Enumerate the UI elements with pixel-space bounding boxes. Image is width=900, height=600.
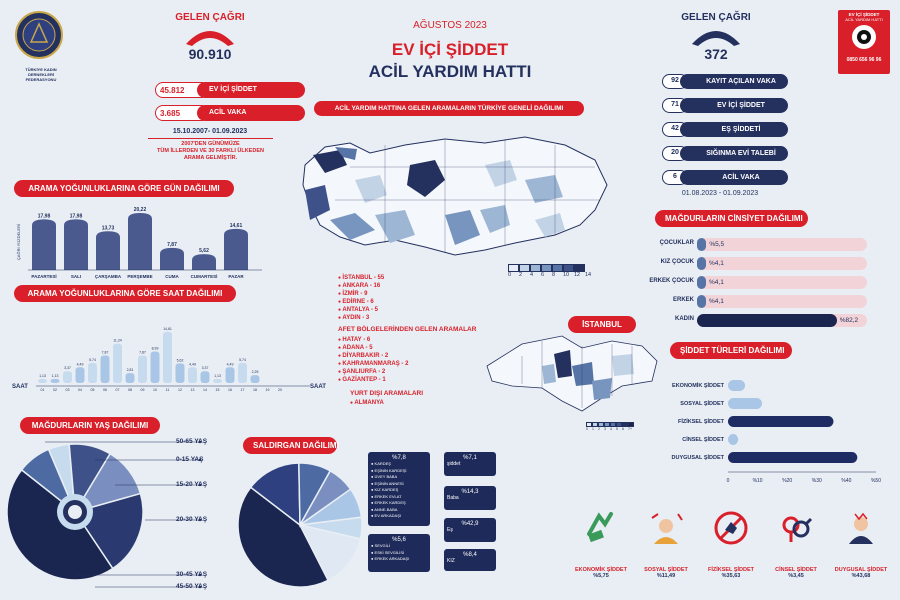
left-row-1: 3.685 ACİL VAKA [155,105,305,121]
page-subtitle: ACİL YARDIM HATTI [368,62,532,81]
abroad-item: ● ALMANYA [350,400,384,406]
map-scale-swatch [574,264,585,272]
gender-label: ERKEK ÇOCUK [649,278,694,284]
gender-value: %4,1 [709,298,724,305]
violence-label: EKONOMİK ŞİDDET [672,383,724,389]
hour-category: 06 [103,388,107,392]
city-item: ● EDİRNE - 6 [338,299,384,305]
violence-icon-item [830,510,892,579]
day-bar-label: 7,87 [167,241,177,248]
violence-icon-value: %43,68 [851,573,871,579]
day-category: ÇARŞAMBA [94,274,122,279]
day-chart-ylabel: ÇAĞRI YÜZDELERİ [16,223,21,261]
map-scale-swatch [552,264,563,272]
abroad-title: YURT DIŞI ARAMALARI [350,390,424,397]
page-title: EV İÇİ ŞİDDET [391,40,509,59]
day-bar-label: 13,73 [101,225,115,232]
age-label: 20-30 YAŞ [176,516,208,523]
hour-category: 17 [240,388,245,392]
hour-category: 15 [215,388,220,392]
hour-bar-label: 8,99 [151,346,159,351]
hour-bar [201,371,210,383]
violence-label: CİNSEL ŞİDDET [682,437,724,443]
violence-tick: 0 [726,478,730,484]
hour-bar-label: 3,37 [64,366,71,371]
agg-item: ● ERKEK ARKADAŞI [371,556,410,561]
hour-category: 19 [265,388,270,392]
gender-label: ÇOCUKLAR [659,240,694,246]
hour-bar [113,344,122,383]
violence-icon-item [765,510,827,579]
hour-chart [10,315,330,400]
age-label: 30-45 YAŞ [176,571,208,578]
disaster-item: ● KAHRAMANMARAŞ - 2 [338,361,408,367]
federation-logo [14,10,70,82]
agg-box-2: %7,1 şiddet [444,452,496,476]
agg-item: ● ESKİ SEVGİLİSİ [371,549,405,555]
violence-tick: %50 [870,478,882,484]
gender-label: KADIN [675,316,694,322]
right-row [662,122,788,137]
map-scale-tick: 2 [519,272,523,278]
hour-category: 02 [53,388,57,392]
left-calls-title: GELEN ÇAĞRI [175,12,245,23]
right-row-label: EV İÇİ ŞİDDET [680,98,788,113]
age-label: 45-50 YAŞ [176,583,208,590]
hour-bar-label: 4,49 [189,362,196,367]
hour-bar [176,363,185,383]
hour-bar-label: 11,24 [113,338,122,343]
ist-scale-labels [586,427,634,431]
hour-bar [126,373,135,383]
abroad-list [350,400,384,408]
map-scale-swatch [508,264,519,272]
violence-title: ŞİDDET TÜRLERİ DAĞILIMI [670,342,792,359]
hour-bar [63,371,72,383]
gender-value: %4,1 [709,260,724,267]
agg-item: ● SEVGİLİ [371,543,391,548]
day-bar-label: 14,61 [229,222,243,229]
agg-box-3: %14,3 Baba [444,486,496,510]
agg-box-5: %5,6 ● SEVGİLİ ● ESKİ SEVGİLİSİ ● ERKEK ARKADAŞI [368,534,430,572]
hour-bar-label: 4,49 [76,362,84,367]
hour-category: 03 [65,388,70,392]
hour-bar [188,367,197,383]
disaster-item: ● ADANA - 5 [338,345,408,351]
map-title: ACİL YARDIM HATTINA GELEN ARAMALARIN TÜRKİYE GENELİ DAĞILIMI [314,101,584,116]
violence-icon-value: %3,45 [788,573,804,579]
agg-item: ● ERKEK KARDEŞ [371,500,406,505]
hour-bar-label: 3,37 [201,366,209,371]
agg-item: ● ERKEK EVLAT [371,493,402,499]
day-chart [14,198,264,288]
map-scale-tick: 8 [552,272,556,278]
violence-icon-item [635,510,697,579]
violence-tick: %20 [782,478,793,484]
gender-fill [697,314,837,327]
ist-scale-tick: 7+ [628,427,632,431]
hour-bar-label: 14,61 [163,326,172,331]
istanbul-title: İSTANBUL [568,316,636,333]
city-item: ● İSTANBUL - 55 [338,275,384,281]
map-scale-tick: 14 [585,272,592,278]
violence-icon-value: %5,75 [593,573,609,579]
hour-bar [88,363,97,383]
aggressor-pie-chart [232,455,372,595]
hour-category: 05 [90,388,95,392]
hour-bar-label: 7,87 [139,350,146,355]
disaster-title: AFET BÖLGELERİNDEN GELEN ARAMALAR [338,326,477,333]
hour-category: 16 [228,388,232,392]
right-row-num: 20 [662,146,688,161]
violence-label: DUYGUSAL ŞİDDET [671,455,724,461]
agg-box-1: %7,8 ● KARDEŞ ● EŞİNİN KARDEŞİ ● ÜVEY BABA ● EŞİNİN ANNESİ ● KIZ KARDEŞ ● ERKEK EVLAT ● ERKEK KARDEŞ ● ANNE-BABA ● EV ARKADAŞI [368,452,430,526]
violence-tick: %30 [811,478,822,484]
violence-bar [728,380,745,391]
disaster-list [338,337,408,385]
hour-category: 12 [178,388,182,392]
violence-bar [728,434,738,445]
hour-category: 10 [153,388,157,392]
day-bar [64,219,88,270]
right-row [662,146,788,161]
day-bar-label: 20,22 [133,207,147,214]
turkey-map [295,125,615,265]
map-scale-tick: 10 [563,272,570,278]
ist-scale-tick: 5 [616,427,618,431]
day-bar [192,254,216,270]
right-row-label: SIĞINMA EVİ TALEBİ [680,146,788,161]
agg-item: ● EŞİNİN KARDEŞİ [371,467,407,473]
hour-chart-title: ARAMA YOĞUNLUKLARINA GÖRE SAAT DAĞILIMI [14,285,236,302]
age-label: 15-20 YAŞ [176,481,208,488]
city-item: ● ANTALYA - 5 [338,307,384,313]
right-row-num: 71 [662,98,688,113]
gender-value: %5,5 [709,241,725,248]
violence-icon-value: %11,49 [656,573,676,579]
age-label: 50-65 YAŞ [176,438,208,445]
right-date-range: 01.08.2023 - 01.09.2023 [681,190,759,197]
hour-bar [163,332,172,383]
gender-label: ERKEK [672,297,694,303]
hour-category: 20 [278,388,282,392]
day-bar [160,248,184,270]
violence-icon-label: EKONOMİK ŞİDDET [575,567,627,573]
hour-xlabel-right: SAAT [310,384,326,390]
logo-text: TÜRKİYE KADIN DERNEKLERİ FEDERASYONU [25,67,57,82]
right-row-num: 6 [662,170,688,185]
gender-fill [697,295,706,308]
istanbul-map [482,326,662,421]
map-scale-swatch [541,264,552,272]
left-calls-total: 90.910 [188,46,232,62]
right-row [662,98,788,113]
ist-scale-tick: 2 [598,427,600,431]
day-bar [224,229,248,270]
age-title: MAĞDURLARIN YAŞ DAĞILIMI [20,417,160,434]
right-calls-total: 372 [704,46,728,62]
age-label: 0-15 YAŞ [176,456,204,463]
hour-bar [238,363,247,383]
right-row-num: 92 [662,74,688,89]
ist-scale-tick: 1 [592,427,594,431]
violence-label: FİZİKSEL ŞİDDET [677,419,724,425]
left-row-0: 45.812 EV İÇİ ŞİDDET [155,82,305,98]
gender-value: %4,1 [709,279,724,286]
agg-box-4: %42,9 Eş [444,518,496,542]
hour-bar [101,355,110,383]
map-scale-tick: 12 [574,272,581,278]
hotline-phone-icon [847,22,881,52]
agg-item: ● KARDEŞ [371,461,391,466]
violence-icon-label: FİZİKSEL ŞİDDET [707,567,755,573]
hour-bar-label: 2,25 [251,370,259,375]
emotional-icon [843,510,879,546]
ist-scale-tick: 6 [622,427,624,431]
map-scale [508,264,596,278]
gender-fill [697,276,706,289]
ist-scale-tick: 3 [604,427,606,431]
right-row-label: EŞ ŞİDDETİ [680,122,788,137]
day-category: SALI [70,274,82,279]
right-row [662,74,788,89]
ist-scale-tick: 4 [610,427,612,431]
hour-bar [76,367,85,383]
disaster-item: ● DİYARBAKIR - 2 [338,353,408,359]
violence-icon-label: CİNSEL ŞİDDET [775,567,817,573]
right-row [662,170,788,185]
violence-tick: %10 [752,478,763,484]
day-bar-label: 17,98 [69,213,83,220]
hour-bar-label: 1,13 [51,374,59,379]
left-divider [148,138,273,139]
map-scale-bar [508,264,596,272]
hour-bar [151,352,160,383]
hour-bar-label: 5,74 [89,357,96,362]
map-scale-tick: 0 [508,272,512,278]
violence-chart [640,372,890,490]
hour-category: 09 [140,388,145,392]
hour-bar-label: 7,87 [101,350,109,355]
map-scale-labels [508,272,596,278]
violence-icon-item [570,510,632,579]
city-list [338,275,384,323]
violence-bar [728,398,762,409]
hour-bar [138,355,147,383]
map-scale-tick: 4 [530,272,534,278]
day-bar-label: 17,98 [37,213,51,220]
gender-fill [697,238,706,251]
day-bar [32,219,56,270]
day-category: CUMARTESİ [190,274,218,279]
hour-bar [251,375,260,383]
aggressor-title: SALDIRGAN DAĞILIMI [243,437,337,454]
city-item: ● AYDIN - 3 [338,315,384,321]
agg-box-6: %8,4 KIZ [444,549,496,571]
hour-bar-label: 5,74 [239,357,246,362]
hour-category: 14 [203,388,207,392]
no-violence-icon [713,510,749,546]
map-scale-swatch [530,264,541,272]
violence-bar [728,452,857,463]
day-bar [96,231,120,270]
city-item: ● İZMİR - 9 [338,291,384,297]
hotline-badge: EV İÇİ ŞİDDET ACİL YARDIM HATTI 0850 656 96 96 [838,10,890,74]
hour-bar [38,379,47,383]
agg-item: ● ANNE-BABA [371,506,398,512]
left-date-range: 15.10.2007- 01.09.2023 [172,128,248,135]
federation-logo-icon [14,10,64,60]
map-scale-swatch [519,264,530,272]
violence-icon-item [700,510,762,579]
right-row-label: ACİL VAKA [680,170,788,185]
hour-category: 04 [78,388,82,392]
day-category: PAZARTESİ [31,274,57,279]
disaster-item: ● HATAY - 6 [338,337,408,343]
right-calls-title: GELEN ÇAĞRI [681,12,751,23]
gender-label: KIZ ÇOCUK [660,259,694,265]
city-item: ● ANKARA - 16 [338,283,384,289]
hour-bar [226,367,235,383]
hour-bar [213,379,222,383]
agg-item: ● KIZ KARDEŞ [371,487,399,492]
left-note: 2007'DEN GÜNÜMÜZE TÜM İLLERDEN VE 30 FARKLI ÜLKEDEN ARAMA GELMİŞTİR. [157,141,264,161]
violence-icon-value: %35,63 [721,573,741,579]
disaster-item: ● ŞANLIURFA - 2 [338,369,408,375]
hour-category: 07 [115,388,120,392]
istanbul-scale [586,422,634,431]
day-category: PERŞEMBE [127,274,153,279]
social-icon [648,510,684,546]
day-bar [128,213,152,270]
hour-category: 01 [40,388,45,392]
disaster-item: ● GAZİANTEP - 1 [338,377,408,383]
day-bar-label: 5,62 [199,248,209,255]
hour-bar-label: 1,13 [214,374,221,379]
violence-bar [728,416,833,427]
right-row-label: KAYIT AÇILAN VAKA [680,74,788,89]
day-category: PAZAR [228,274,244,279]
hour-bar-label: 1,13 [39,374,46,379]
hour-bar-label: 5,62 [176,358,184,363]
hour-bar-label: 4,49 [226,362,234,367]
hour-bar [51,379,60,383]
hour-category: 18 [253,388,257,392]
money-icon [583,510,619,546]
day-category: CUMA [165,274,179,279]
ist-scale-tick: 0 [586,427,588,431]
gender-value: %82,2 [839,317,859,324]
hour-category: 08 [128,388,132,392]
hour-xlabel-left: SAAT [12,384,28,390]
age-center [68,505,82,519]
month-label: AĞUSTOS 2023 [413,20,487,31]
map-scale-swatch [563,264,574,272]
agg-item: ● EV ARKADAŞI [371,513,401,518]
gender-icon [778,510,814,546]
agg-item: ● EŞİNİN ANNESİ [371,480,404,486]
hour-bar-label: 2,81 [126,368,134,373]
gender-fill [697,257,706,270]
hour-category: 11 [165,388,170,392]
hour-category: 13 [190,388,195,392]
violence-tick: %40 [841,478,852,484]
right-row-num: 42 [662,122,688,137]
map-scale-tick: 6 [541,272,545,278]
gender-title: MAĞDURLARIN CİNSİYET DAĞILIMI [655,210,808,227]
violence-label: SOSYAL ŞİDDET [680,401,724,407]
violence-icon-label: DUYGUSAL ŞİDDET [834,567,888,573]
violence-icon-label: SOSYAL ŞİDDET [644,567,688,573]
agg-item: ● ÜVEY BABA [371,474,398,479]
day-chart-title: ARAMA YOĞUNLUKLARINA GÖRE GÜN DAĞILIMI [14,180,234,197]
